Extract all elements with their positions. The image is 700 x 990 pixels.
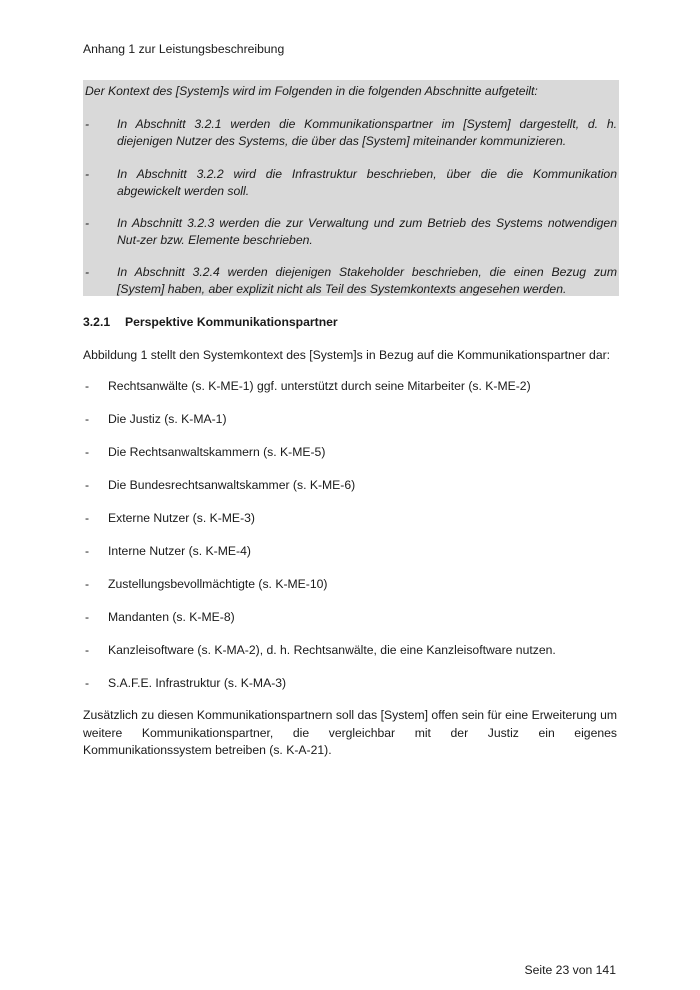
list-item-text: Zustellungsbevollmächtigte (s. K-ME-10) — [108, 577, 328, 591]
list-item-text: Mandanten (s. K-ME-8) — [108, 610, 235, 624]
list-dash: - — [85, 445, 90, 459]
list-item-text: Die Justiz (s. K-MA-1) — [108, 412, 227, 426]
section-heading — [83, 315, 338, 329]
closing-paragraph: Zusätzlich zu diesen Kommunikationspartnern soll das [System] offen sein für eine Erweiterung um weitere Kommunikationspartner, die vergleichbar mit der Justiz ein eigenes Kommunikationssystem betreiben (s. K-A-21). — [83, 708, 617, 757]
context-bullet-text: In Abschnitt 3.2.3 werden die zur Verwaltung und zum Betrieb des Systems notwendigen Nut-zer bzw. Elemente beschrieben. — [117, 216, 617, 247]
page-header: Anhang 1 zur Leistungsbeschreibung — [83, 42, 285, 56]
section-number: 3.2.1 — [83, 315, 111, 329]
bullet-dash: - — [85, 167, 90, 181]
list-dash: - — [85, 544, 90, 558]
bullet-dash: - — [85, 265, 90, 279]
list-dash: - — [85, 643, 90, 657]
list-item-text: Die Rechtsanwaltskammern (s. K-ME-5) — [108, 445, 326, 459]
list-item-text: Rechtsanwälte (s. K-ME-1) ggf. unterstützt durch seine Mitarbeiter (s. K-ME-2) — [108, 379, 531, 393]
list-dash: - — [85, 478, 90, 492]
context-bullet-text: In Abschnitt 3.2.2 wird die Infrastruktur beschrieben, über die die Kommunikation abgewickelt werden soll. — [117, 167, 617, 198]
list-dash: - — [85, 577, 90, 591]
section-intro-paragraph: Abbildung 1 stellt den Systemkontext des [System]s in Bezug auf die Kommunikationspartner dar: — [83, 348, 611, 362]
context-intro: Der Kontext des [System]s wird im Folgenden in die folgenden Abschnitte aufgeteilt: — [85, 84, 538, 98]
context-bullet-text: In Abschnitt 3.2.1 werden die Kommunikationspartner im [System] dargestellt, d. h. diejenigen Nutzer des Systems, die über das [System] miteinander kommunizieren. — [117, 117, 617, 148]
list-dash: - — [85, 379, 90, 393]
list-item-text: Externe Nutzer (s. K-ME-3) — [108, 511, 255, 525]
context-highlight-box — [83, 80, 619, 296]
list-dash: - — [85, 412, 90, 426]
page-number: Seite 23 von 141 — [524, 963, 616, 977]
section-title: Perspektive Kommunikationspartner — [125, 315, 338, 329]
list-dash: - — [85, 610, 90, 624]
context-bullet-text: In Abschnitt 3.2.4 werden diejenigen Stakeholder beschrieben, die einen Bezug zum [System] haben, aber explizit nicht als Teil des Systemkontexts angesehen werden. — [117, 265, 617, 296]
list-item-text: S.A.F.E. Infrastruktur (s. K-MA-3) — [108, 676, 287, 690]
list-dash: - — [85, 676, 90, 690]
list-item-text: Kanzleisoftware (s. K-MA-2), d. h. Rechtsanwälte, die eine Kanzleisoftware nutzen. — [108, 643, 556, 657]
list-dash: - — [85, 511, 90, 525]
list-item-text: Interne Nutzer (s. K-ME-4) — [108, 544, 251, 558]
list-item-text: Die Bundesrechtsanwaltskammer (s. K-ME-6) — [108, 478, 356, 492]
bullet-dash: - — [85, 216, 90, 230]
bullet-dash: - — [85, 117, 90, 131]
